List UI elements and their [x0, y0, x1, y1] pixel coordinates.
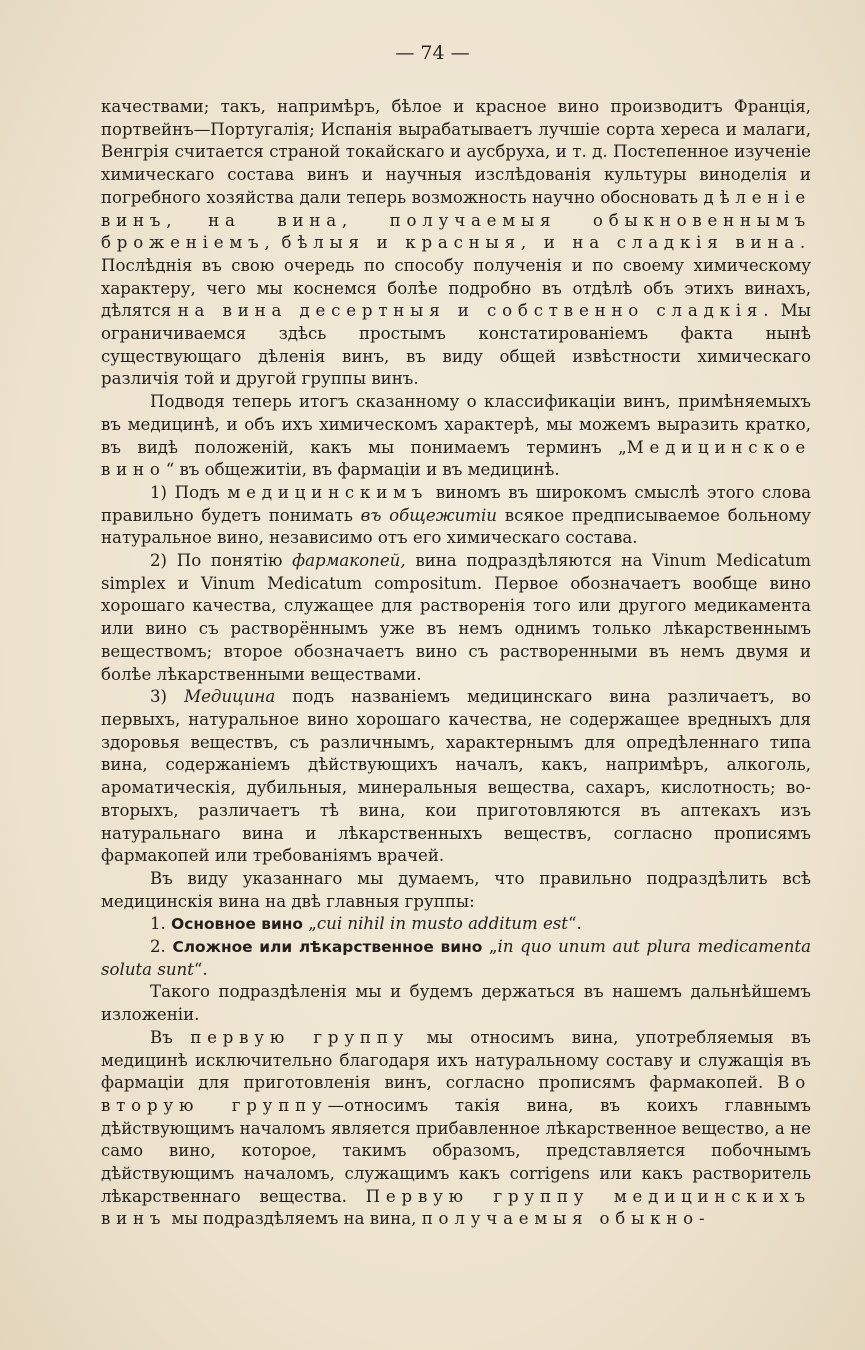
paragraph-1 [101, 96, 811, 391]
text-run: подъ названіемъ медицинскаго вина различаетъ, во первыхъ, натуральное вино хорошаго качества, не содержащее вредныхъ для здоровья веществъ, съ различнымъ, характернымъ для опредѣленнаго типа вина, содержаніемъ дѣйствующихъ началъ, какъ, напримѣръ, алкоголь, ароматическія, дубильныя, минеральныя вещества, сахаръ, кислотность; во-вторыхъ, различаетъ тѣ вина, кои приготовляются въ аптекахъ изъ натуральнаго вина и лѣкарственныхъ веществъ, согласно прописямъ фармакопей или требованіямъ врачей. [101, 687, 812, 866]
text-run: на вина, получаемыя обыкновеннымъ броженіемъ, [101, 210, 811, 253]
text-run: Въ виду указаннаго мы думаемъ, что правильно подраздѣлить всѣ медицинскія вина на двѣ главныя группы: [101, 868, 811, 911]
text-run: „ [482, 937, 498, 957]
text-run: “. [193, 959, 208, 979]
text-run: Сложное или лѣкарственное вино [172, 938, 483, 957]
list-item-2 [101, 936, 811, 981]
text-run: качествами; такъ, напримѣръ, бѣлое и красное вино производитъ Франція, портвейнъ—Португалія; Испанія вырабатываетъ лучшіе сорта хереса и малаги, Венгрія считается страной токайскаго и аусбруха, и т. д. Постепенное изученіе химическаго состава винъ и научныя изслѣдованія культуры виноделія и погребного хозяйства дали теперь возможность научно обосновать [101, 97, 811, 207]
text-run: на вина десертныя и собственно сладкія. [177, 301, 775, 321]
text-run: фармакопей, [292, 551, 406, 571]
text-run: бѣлыя и красныя, и на сладкія вина. [281, 233, 811, 253]
paragraph-8 [101, 1027, 811, 1231]
text-run: всякое предписываемое больному натуральное вино, независимо отъ его химическаго состава. [101, 505, 811, 548]
text-run: Во вторую группу [101, 1073, 811, 1115]
text-run: виномъ въ широкомъ смыслѣ этого слова правильно будетъ понимать [101, 482, 811, 525]
text-run: „ [303, 914, 317, 934]
text-run: вина подраздѣляются на Vinum Medicatum simplex и Vinum Medicatum compositum. Первое обозначаетъ вообще вино хорошаго качества, служащее для растворенія того или другого медикамента или вино съ растворённымъ уже въ немъ однимъ только лѣкарственнымъ веществомъ; второе обозначаетъ вино съ растворенными въ немъ двумя и болѣе лѣкарственными веществами. [101, 551, 811, 684]
text-run: первую группу [190, 1027, 410, 1047]
text-run: Первую группу медицинскихъ винъ [101, 1186, 811, 1229]
paragraph-4 [101, 550, 811, 686]
text-run: Мы ограничиваемся здѣсь простымъ констатированіемъ факта нынѣ существующаго дѣленія винъ, въ виду общей извѣстности химическаго различія той и другой группы винъ. [101, 301, 811, 389]
text-run: cui nihil in musto additum est [316, 914, 568, 934]
text-run: Основное вино [171, 915, 303, 934]
text-run: получаемыя обыкно- [421, 1209, 711, 1229]
text-run: мы относимъ вина, употребляемыя въ медицинѣ исключительно благодаря ихъ натуральному составу и служащія въ фармаціи для приготовленія винъ, согласно прописямъ фармакопей. [101, 1027, 811, 1093]
text-run: 3) [150, 687, 185, 707]
text-run: —относимъ такія вина, въ коихъ главнымъ дѣйствующимъ началомъ является прибавленное лѣкарственное вещество, а не само вино, которое, такимъ образомъ, представляется побочнымъ дѣйствующимъ началомъ, служащимъ какъ corrigens или какъ растворитель лѣкарственнаго вещества. [101, 1095, 811, 1206]
text-run: “. [567, 914, 582, 934]
text-run: Подводя теперь итогъ сказанному о классификаціи винъ, примѣняемыхъ въ медицинѣ, и объ ихъ химическомъ характерѣ, мы можемъ выразить кратко, въ видѣ положеній, какъ мы понимаемъ терминъ „ [101, 392, 811, 457]
body-text [101, 96, 811, 1231]
text-run: въ общежитіи [360, 505, 497, 525]
text-run: мы подраздѣляемъ на вина, [166, 1209, 422, 1229]
page-number: — 74 — [395, 42, 470, 64]
text-run: дѣленіе винъ, [101, 187, 811, 230]
text-run: Послѣднія въ свою очередь по способу полученія и по своему химическому характеру, чего мы коснемся болѣе подробно въ отдѣлѣ объ этихъ винахъ, дѣлятся [101, 255, 811, 321]
text-run: 1. [150, 914, 172, 934]
text-run [177, 211, 208, 230]
text-run: медицинскимъ [227, 482, 429, 502]
list-item-1 [101, 913, 811, 936]
text-run: 1) Подъ [150, 482, 228, 502]
text-run: Такого подраздѣленія мы и будемъ держаться въ нашемъ дальнѣйшемъ изложеніи. [101, 982, 811, 1025]
paragraph-7 [101, 981, 811, 1026]
text-run: 2. [150, 937, 173, 957]
paragraph-5 [101, 686, 811, 868]
paragraph-3 [101, 482, 811, 550]
text-run: Медицинское вино [101, 437, 811, 480]
text-run: “ въ общежитіи, въ фармаціи и въ медицинѣ. [165, 460, 560, 480]
text-run: Въ [150, 1027, 191, 1047]
text-run: Медицина [184, 687, 276, 707]
text-run: 2) По понятію [150, 551, 293, 571]
paragraph-6 [101, 868, 811, 913]
text-run: in quo unum aut plura medicamenta soluta sunt [101, 937, 811, 979]
paragraph-2 [101, 391, 811, 482]
